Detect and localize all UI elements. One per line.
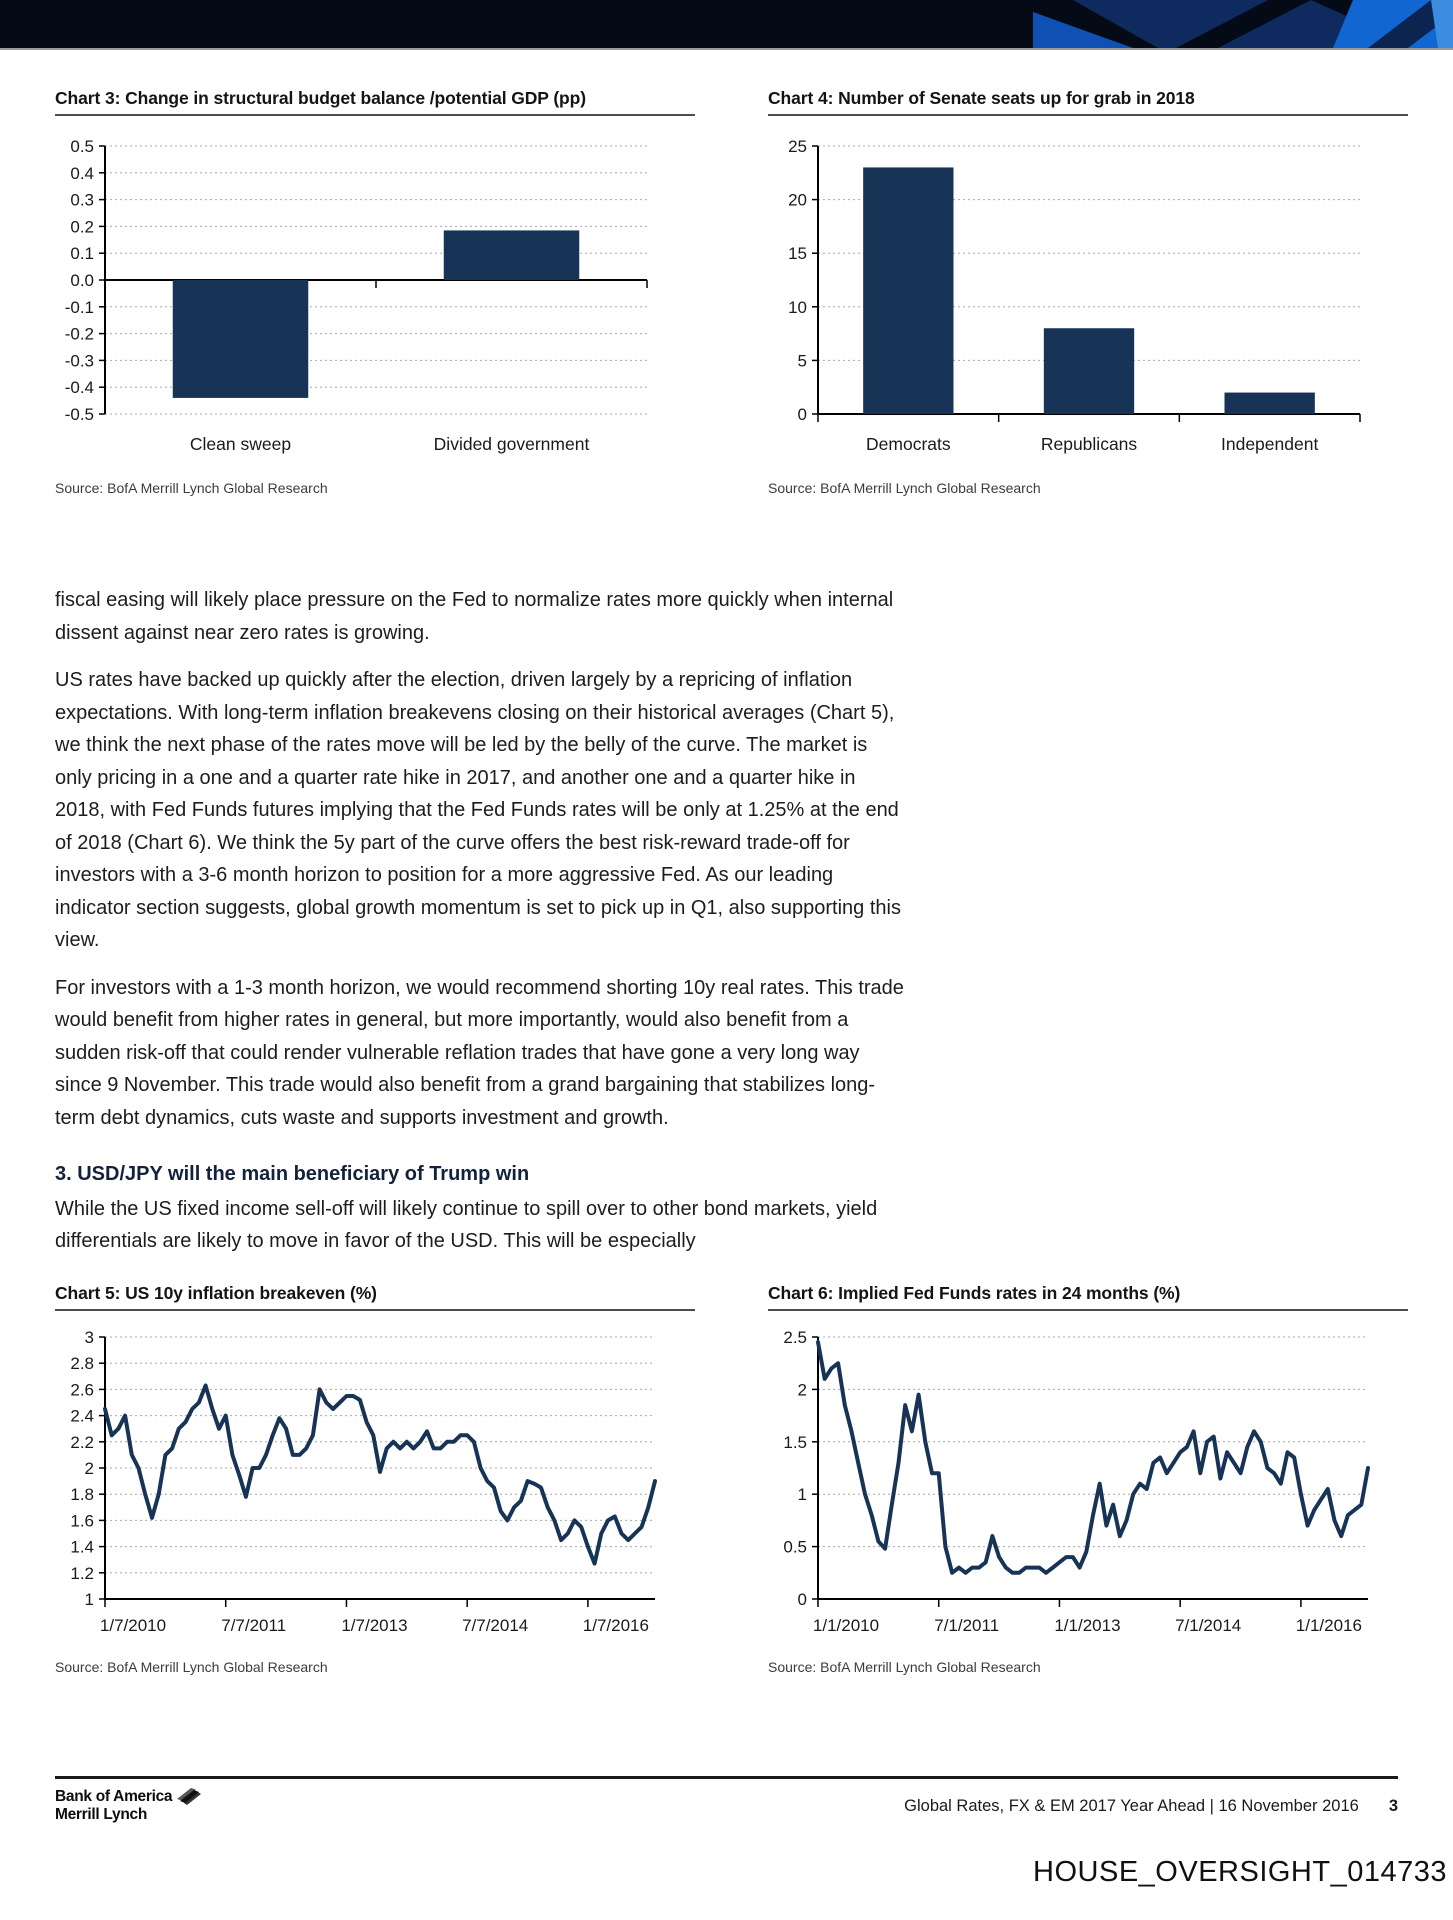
chart4-panel — [768, 88, 1408, 496]
svg-text:2.8: 2.8 — [70, 1354, 94, 1374]
svg-text:Democrats: Democrats — [866, 434, 951, 454]
chart4-canvas — [768, 130, 1408, 478]
svg-text:1/7/2013: 1/7/2013 — [341, 1616, 408, 1635]
svg-text:0: 0 — [797, 1590, 807, 1609]
svg-text:2.4: 2.4 — [70, 1406, 94, 1426]
svg-text:0.5: 0.5 — [783, 1537, 807, 1557]
svg-text:25: 25 — [788, 137, 807, 156]
svg-text:20: 20 — [788, 190, 807, 210]
svg-text:-0.5: -0.5 — [64, 405, 94, 424]
svg-text:1/1/2010: 1/1/2010 — [812, 1616, 880, 1635]
svg-text:-0.4: -0.4 — [64, 378, 94, 398]
svg-text:1.2: 1.2 — [70, 1563, 94, 1583]
footer-divider — [55, 1776, 1398, 1779]
svg-text:3: 3 — [84, 1328, 94, 1347]
chart4-source: Source: BofA Merrill Lynch Global Research — [768, 480, 1041, 496]
svg-text:2.5: 2.5 — [783, 1328, 807, 1347]
svg-text:Divided government: Divided government — [433, 434, 590, 454]
svg-text:0.5: 0.5 — [70, 137, 94, 156]
svg-text:1/7/2010: 1/7/2010 — [99, 1616, 167, 1635]
svg-text:Independent: Independent — [1221, 434, 1319, 454]
svg-text:0: 0 — [797, 405, 807, 424]
paragraph: US rates have backed up quickly after the election, driven largely by a repricing of inflation expectations. With long-term inflation breakevens closing on their historical averages (Chart 5), we think the next phase of the rates move will be led by the belly of the curve. The market is only pricing in a one and a quarter rate hike in 2017, and another one and a quarter hike in 2018, with Fed Funds futures implying that the Fed Funds rates will be only at 1.25% at the end of 2018 (Chart 6). We think the 5y part of the curve offers the best risk-reward trade-off for investors with a 3-6 month horizon to position for a more aggressive Fed. As our leading indicator section suggests, global growth momentum is set to pick up in Q1, also supporting this view. — [55, 669, 901, 951]
section-heading: 3. USD/JPY will the main beneficiary of Trump win — [55, 1163, 530, 1185]
svg-text:0.0: 0.0 — [70, 271, 94, 290]
chart3-source: Source: BofA Merrill Lynch Global Research — [55, 480, 328, 496]
svg-text:-0.2: -0.2 — [64, 324, 94, 344]
footer-doc-title: Global Rates, FX & EM 2017 Year Ahead | 16 November 2016 — [904, 1797, 1359, 1815]
chart6-panel — [768, 1283, 1408, 1675]
paragraph: While the US fixed income sell-off will likely continue to spill over to other bond markets, yield differentials are likely to move in favor of the USD. This will be especially — [55, 1197, 878, 1252]
svg-text:1.8: 1.8 — [70, 1485, 94, 1505]
chart6-canvas — [768, 1325, 1408, 1657]
footer-meta — [904, 1797, 1398, 1816]
body-text — [55, 584, 907, 1273]
logo-line2: Merrill Lynch — [55, 1806, 147, 1823]
svg-text:7/1/2014: 7/1/2014 — [1175, 1616, 1242, 1635]
svg-text:2.2: 2.2 — [70, 1432, 94, 1452]
chart6-title: Chart 6: Implied Fed Funds rates in 24 months (%) — [768, 1283, 1408, 1311]
svg-text:15: 15 — [788, 244, 807, 264]
chart5-title: Chart 5: US 10y inflation breakeven (%) — [55, 1283, 695, 1311]
svg-text:7/7/2011: 7/7/2011 — [221, 1616, 287, 1635]
chart4-title: Chart 4: Number of Senate seats up for grab in 2018 — [768, 88, 1408, 116]
svg-text:5: 5 — [797, 351, 807, 371]
bofa-merrill-logo — [55, 1788, 202, 1824]
paragraph: For investors with a 1-3 month horizon, we would recommend shorting 10y real rates. This trade would benefit from higher rates in general, but more importantly, would also benefit from a sudden risk-off that could render vulnerable reflation trades that have gone a very long way since 9 November. This trade would also benefit from a grand bargaining that stabilizes long-term debt dynamics, cuts waste and supports investment and growth. — [55, 976, 904, 1129]
svg-text:0.4: 0.4 — [70, 163, 94, 183]
chart6-source: Source: BofA Merrill Lynch Global Research — [768, 1659, 1041, 1675]
svg-text:7/7/2014: 7/7/2014 — [462, 1616, 529, 1635]
svg-text:-0.1: -0.1 — [64, 297, 94, 317]
svg-text:0.2: 0.2 — [70, 217, 94, 237]
brand-chevrons-icon — [1033, 0, 1453, 48]
chart5-panel — [55, 1283, 695, 1675]
svg-text:0.1: 0.1 — [70, 244, 94, 264]
svg-text:1/1/2013: 1/1/2013 — [1054, 1616, 1121, 1635]
svg-text:1: 1 — [84, 1590, 94, 1609]
svg-text:2.6: 2.6 — [70, 1380, 94, 1400]
svg-text:1.4: 1.4 — [70, 1537, 94, 1557]
svg-text:Republicans: Republicans — [1040, 434, 1138, 454]
logo-line1: Bank of America — [55, 1788, 173, 1805]
svg-text:2: 2 — [797, 1380, 807, 1400]
document-watermark: HOUSE_OVERSIGHT_014733 — [1033, 1856, 1447, 1888]
svg-text:-0.3: -0.3 — [64, 351, 94, 371]
chart3-title: Chart 3: Change in structural budget balance /potential GDP (pp) — [55, 88, 695, 116]
svg-text:0.3: 0.3 — [70, 190, 94, 210]
svg-text:2: 2 — [84, 1459, 94, 1478]
svg-text:1.5: 1.5 — [783, 1432, 807, 1452]
paragraph: fiscal easing will likely place pressure on the Fed to normalize rates more quickly when internal dissent against near zero rates is growing. — [55, 589, 894, 644]
svg-text:Clean sweep: Clean sweep — [189, 434, 292, 454]
svg-text:1.6: 1.6 — [70, 1511, 94, 1531]
chart5-source: Source: BofA Merrill Lynch Global Research — [55, 1659, 328, 1675]
chart3-panel — [55, 88, 695, 496]
svg-text:1: 1 — [797, 1485, 807, 1505]
svg-text:10: 10 — [788, 297, 807, 317]
chart3-canvas — [55, 130, 695, 478]
chart5-canvas — [55, 1325, 695, 1657]
svg-text:7/1/2011: 7/1/2011 — [934, 1616, 1000, 1635]
page-number: 3 — [1388, 1797, 1398, 1815]
header-band — [0, 0, 1453, 50]
svg-text:1/1/2016: 1/1/2016 — [1295, 1616, 1362, 1635]
svg-text:1/7/2016: 1/7/2016 — [582, 1616, 649, 1635]
bofa-flag-icon — [176, 1788, 202, 1805]
